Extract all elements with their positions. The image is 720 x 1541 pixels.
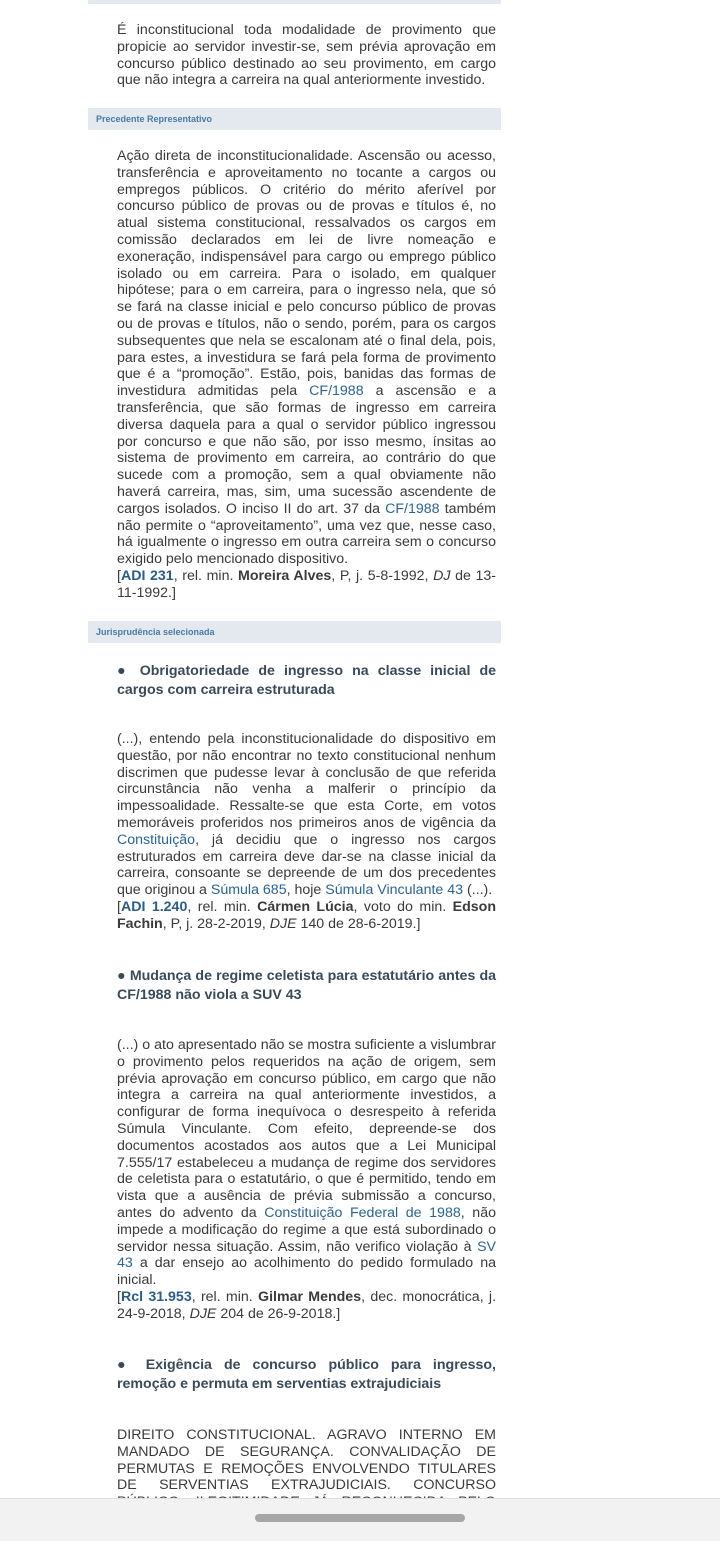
item-text: (...). xyxy=(463,882,493,899)
citation-minister: Gilmar Mendes xyxy=(258,1288,362,1305)
item-paragraph xyxy=(117,1037,496,1323)
citation-text: , dec. monocrática, j. 24-9-2018, xyxy=(117,1288,497,1322)
link-sumula-685[interactable]: Súmula 685 xyxy=(210,882,287,899)
section-band-precedente: Precedente Representativo xyxy=(88,108,501,130)
item-text: , já decidiu que o ingresso nos cargos estruturados em carreira deve dar-se na classe inicial da carreira, consoante se depreende de um dos precedentes que originou a xyxy=(117,831,496,899)
item-heading: ● Mudança de regime celetista para estatutário antes da CF/1988 não viola a SUV 43 xyxy=(117,968,496,1003)
citation-text: de 13-11-1992.] xyxy=(117,567,496,601)
link-cf1988[interactable]: CF/1988 xyxy=(385,500,440,517)
item-heading: ● Exigência de concurso público para ingresso, remoção e permuta em serventias extrajudiciais xyxy=(117,1357,496,1392)
item-text: (...) o ato apresentado não se mostra suficiente a vislumbrar o provimento pelos requeridos na ação de origem, sem prévia aprovação em concurso público, em cargo que não integra a carreira na qual anteriormente investidos, a configurar de forma inequívoca o desrespeito à referida Súmula Vinculante. Com efeito, depreende-se dos documentos acostados aos autos que a Lei Municipal 7.555/17 estabeleceu a mudança de regime dos servidores de celetista para o estatutário, o que é permitido, tendo em vista que a ausência de prévia submissão a concurso, antes do advento da xyxy=(117,1037,496,1221)
top-section-band xyxy=(88,0,501,4)
citation-text: , voto do min. xyxy=(353,898,453,915)
link-constituicao-federal-1988[interactable]: Constituição Federal de 1988 xyxy=(264,1204,461,1221)
citation-text: , P, j. 28-2-2019, xyxy=(162,915,270,932)
item-heading: ● Obrigatoriedade de ingresso na classe inicial de cargos com carreira estruturada xyxy=(117,663,496,698)
link-case-rcl31953[interactable]: Rcl 31.953 xyxy=(120,1288,192,1305)
citation-dje: DJE xyxy=(269,915,297,932)
item-paragraph: DIREITO CONSTITUCIONAL. AGRAVO INTERNO EM MANDADO DE SEGURANÇA. CONVALIDAÇÃO DE PERMUTAS E REMOÇÕES ENVOLVENDO TITULARES DE SERVENTIAS EXTRAJUDICIAIS. CONCURSO xyxy=(117,1427,496,1494)
item-text: (...), entendo pela inconstitucionalidade do dispositivo em questão, por não encontrar no texto constitucional nenhum discrimen que pudesse levar à conclusão de que referida circunstância não venha a malferir o princípio da impessoalidade. Ressalte-se que esta Corte, em votos memoráveis proferidos nos primeiros anos de vigência da xyxy=(117,731,496,831)
citation-text: , P, j. 5-8-1992, xyxy=(331,567,434,584)
precedente-text: Ação direta de inconstitucionalidade. Ascensão ou acesso, transferência e aproveitamento no tocante a cargos ou empregos públicos. O critério do mérito aferível por concurso público de provas ou de provas e títulos é, no atual sistema constitucional, ressalvados os cargos em comissão declarados em lei de livre nomeação e exoneração, indispensável para cargo ou emprego público isolado ou em carreira. Para o isolado, em qualquer hipótese; para o em carreira, para o ingresso nela, que só se fará na classe inicial e pelo concurso público de provas ou de provas e títulos, não o sendo, porém, para os cargos subsequentes que nela se escalonam até o final dela, pois, para estes, a investidura se fará pela forma de provimento que é a “promoção”. Estão, pois, banidas das formas de investidura admitidas pela xyxy=(117,148,496,400)
citation-text: 204 de 26-9-2018.] xyxy=(216,1305,341,1322)
item-text: , hoje xyxy=(286,882,326,899)
citation-minister: Moreira Alves xyxy=(238,567,332,584)
citation-bracket: [ xyxy=(117,567,121,584)
section-band-jurisprudencia: Jurisprudência selecionada xyxy=(88,621,501,643)
link-sumula-vinculante-43[interactable]: Súmula Vinculante 43 xyxy=(325,882,464,899)
citation-minister: Cármen Lúcia xyxy=(257,898,354,915)
precedente-text: também não permite o “aproveitamento”, uma vez que, nesse caso, há igualmente o ingresso em outra carreira sem o concurso exigido pelo mencionado dispositivo. xyxy=(117,500,496,568)
intro-paragraph: É inconstitucional toda modalidade de provimento que propicie ao servidor investir-se, sem prévia aprovação em concurso público destinado ao seu provimento, em cargo que não integra a carreira na qual anteriormente investido. xyxy=(117,22,496,89)
citation-text: , rel. min. xyxy=(173,567,239,584)
precedente-text: a ascensão e a transferência, que são formas de ingresso em carreira diversa daquela para a qual o servidor público ingressou por concurso e que não são, por isso mesmo, ínsitas ao sistema de provimento em carreira, ao contrário do que sucede com a promoção, sem a qual obviamente não haverá carreira, mas, sim, uma sucessão ascendente de cargos isolados. O inciso II do art. 37 da xyxy=(117,383,497,517)
link-constituicao[interactable]: Constituição xyxy=(117,831,196,848)
citation-text: 140 de 28-6-2019.] xyxy=(296,915,421,932)
precedente-paragraph xyxy=(117,148,496,602)
citation-bracket: [ xyxy=(117,898,121,915)
citation-bracket: [ xyxy=(117,1288,121,1305)
citation-minister: Edson Fachin xyxy=(117,898,497,932)
citation-text: , rel. min. xyxy=(191,1288,259,1305)
link-case-adi231[interactable]: ADI 231 xyxy=(120,567,174,584)
link-case-adi1240[interactable]: ADI 1.240 xyxy=(120,898,188,915)
item-paragraph xyxy=(117,731,496,933)
horizontal-scrollbar[interactable] xyxy=(255,1514,465,1522)
citation-dj: DJ xyxy=(433,567,451,584)
item-text: , não impede a modificação do regime a que está subordinado o servidor nessa situação. Assim, não verifico violação à xyxy=(117,1204,496,1255)
citation-dje: DJE xyxy=(189,1305,217,1322)
link-sv43[interactable]: SV 43 xyxy=(117,1238,496,1272)
citation-text: , rel. min. xyxy=(187,898,258,915)
link-cf1988[interactable]: CF/1988 xyxy=(309,383,364,400)
item-text: a dar ensejo ao acolhimento do pedido formulado na inicial. xyxy=(117,1255,496,1289)
